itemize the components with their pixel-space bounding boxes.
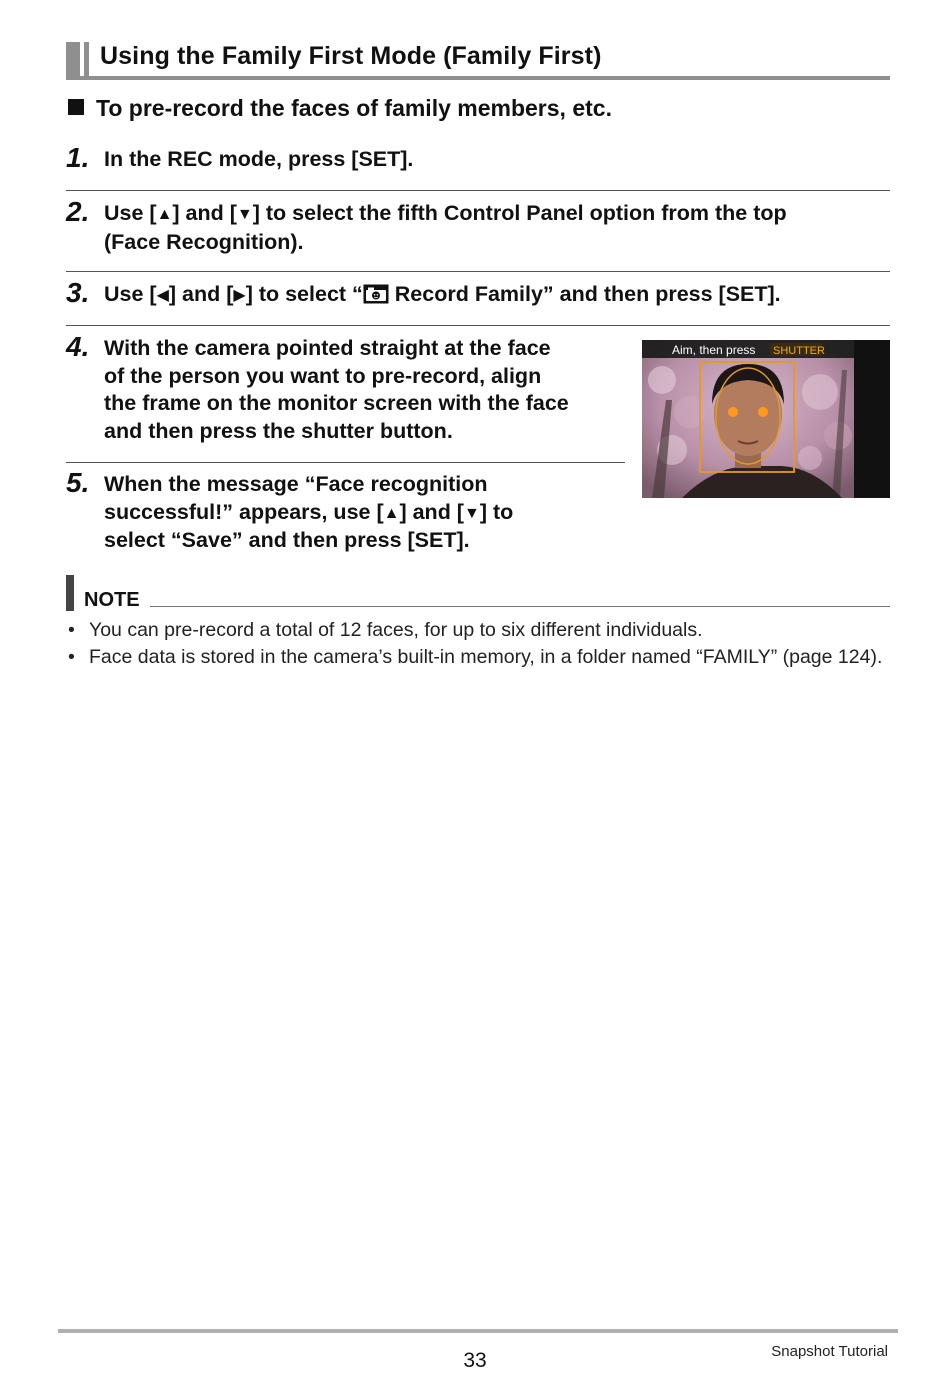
step-number: 1. [66, 142, 90, 173]
text-part: ] and [ [168, 282, 234, 306]
step-text [104, 146, 884, 174]
divider [66, 271, 890, 272]
camera-face-icon [363, 284, 389, 304]
divider [66, 190, 890, 191]
footer-section-name: Snapshot Tutorial [771, 1343, 888, 1360]
step-text [104, 281, 890, 310]
step-text [104, 200, 890, 256]
text-part: ] and [ [172, 201, 237, 225]
page-title-block [66, 40, 890, 80]
left-arrow-icon: ◀ [156, 287, 169, 304]
title-underline [66, 76, 890, 80]
title-bar-decoration-thin [84, 42, 89, 78]
step-text [104, 335, 644, 445]
list-item: • Face data is stored in the camera’s built-in memory, in a folder named “FAMILY” (page 124). [68, 645, 883, 668]
divider [66, 462, 625, 463]
screen-highlight: SHUTTER [773, 345, 825, 357]
step-1-line: In the REC mode, press [SET]. [104, 147, 414, 171]
text-line: and then press the shutter button. [104, 418, 453, 443]
page-title: Using the Family First Mode (Family First) [100, 42, 602, 70]
text-line: With the camera pointed straight at the face [104, 336, 551, 360]
note-bullets [68, 617, 898, 670]
up-arrow-icon: ▲ [383, 504, 400, 522]
text-part: Record Family” and then press [SET]. [388, 282, 781, 306]
text-line: of the person you want to pre-record, align [104, 363, 542, 388]
step-number: 3. [66, 277, 90, 308]
list-item: • You can pre-record a total of 12 faces, for up to six different individuals. [68, 619, 703, 641]
step-number: 5. [66, 467, 90, 498]
down-arrow-icon: ▼ [236, 206, 253, 223]
text-part: ] and [ [399, 499, 464, 524]
screen-message: Aim, then press [672, 343, 756, 357]
subheading-text: To pre-record the faces of family members, etc. [96, 95, 612, 121]
right-arrow-icon: ▶ [233, 287, 246, 304]
section-subheading [68, 95, 612, 122]
step-number: 2. [66, 196, 90, 227]
text-part: ] to select the fifth Control Panel option from the top [252, 201, 787, 225]
note-bar-decoration [66, 575, 74, 611]
text-part: successful!” appears, use [ [104, 499, 384, 524]
square-bullet-icon [68, 99, 84, 115]
text-part: ] to [479, 499, 514, 524]
note-header [66, 575, 890, 611]
footer-rule [58, 1329, 898, 1333]
text-line: the frame on the monitor screen with the face [104, 391, 569, 415]
text-line: When the message “Face recognition [104, 472, 488, 496]
step-2-line-2: (Face Recognition). [104, 229, 304, 254]
note-label: NOTE [84, 589, 140, 611]
divider [66, 325, 890, 326]
camera-screen-photo [642, 340, 890, 498]
down-arrow-icon: ▼ [463, 504, 480, 522]
step-number: 4. [66, 331, 90, 362]
note-rule [150, 606, 890, 607]
title-bar-decoration [66, 42, 80, 78]
text-part: Use [ [104, 201, 157, 225]
text-line: select “Save” and then press [SET]. [104, 528, 470, 552]
step-text [104, 471, 644, 555]
text-part: ] to select “ [245, 282, 363, 306]
page-number: 33 [463, 1349, 487, 1372]
text-part: Use [ [104, 282, 157, 306]
up-arrow-icon: ▲ [156, 206, 173, 223]
